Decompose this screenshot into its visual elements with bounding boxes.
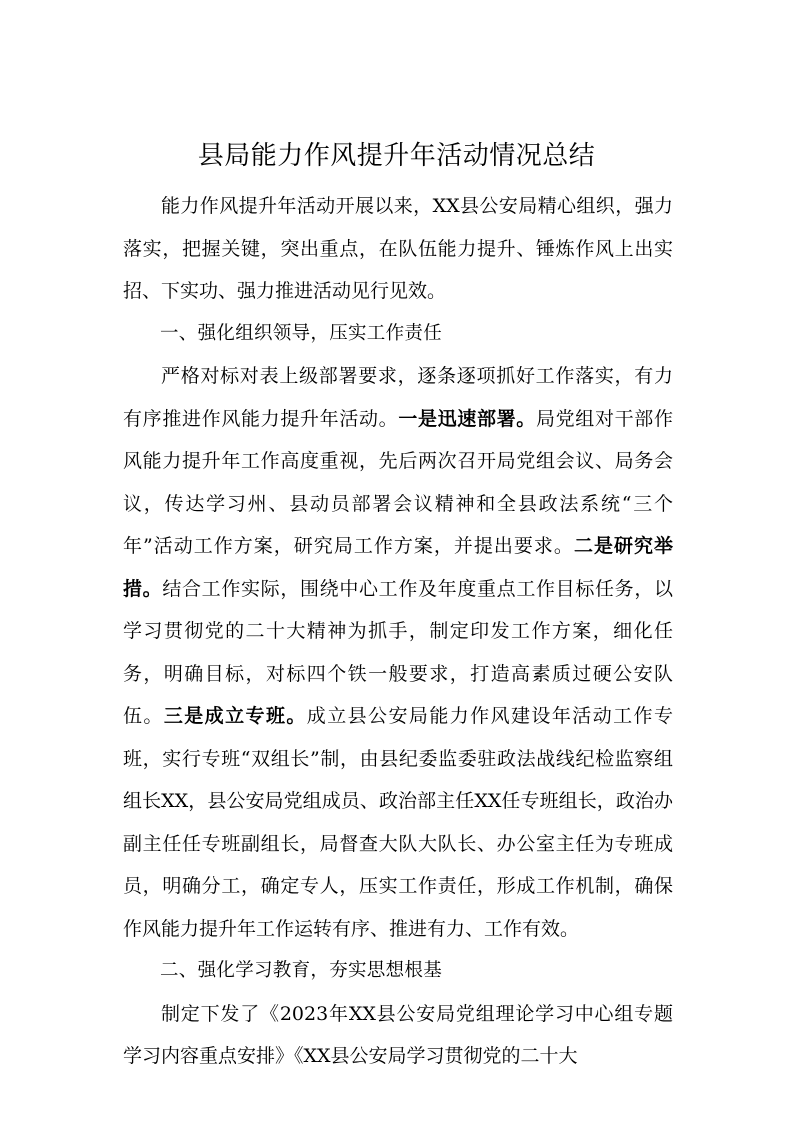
point-2-text: 结合工作实际，围绕中心工作及年度重点工作目标任务，以学习贯彻党的二十大精神为抓手，制定印发工作方案，细化任务，明确目标，对标四个铁一般要求，打造高素质过硬公安队伍。 <box>123 577 673 727</box>
section-1-lead-text: 严格对标对表上级部署要求，逐条逐项抓好工作落实，有力有序推进作风能力提升年活动。 <box>123 365 673 430</box>
section-2-heading: 二、强化学习教育，夯实思想根基 <box>160 960 443 981</box>
point-1-text: 局党组对干部作风能力提升年工作高度重视，先后两次召开局党组会议、局务会议，传达学习州、县动员部署会议精神和全县政法系统“三个年”活动工作方案，研究局工作方案，并提出要求。 <box>123 407 673 557</box>
section-2-paragraph: 制定下发了《2023年XX县公安局党组理论学习中心组专题学习内容重点安排》《XX县公安局学习贯彻党的二十大 <box>123 1002 673 1067</box>
intro-paragraph: 能力作风提升年活动开展以来，XX县公安局精心组织，强力落实，把握关键，突出重点，在队伍能力提升、锤炼作风上出实招、下实功、强力推进活动见行见效。 <box>123 195 673 302</box>
point-3-text: 成立县公安局能力作风建设年活动工作专班，实行专班“双组长”制，由县纪委监委驻政法战线纪检监察组组长XX，县公安局党组成员、政治部主任XX任专班组长，政治办副主任任专班副组长，局督查大队大队长、办公室主任为专班成员，明确分工，确定专人，压实工作责任，形成工作机制，确保作风能力提升年工作运转有序、推进有力、工作有效。 <box>123 705 673 940</box>
point-1-label: 一是迅速部署。 <box>398 407 536 430</box>
document-title: 县局能力作风提升年活动情况总结 <box>197 141 596 171</box>
section-1-paragraph <box>123 355 673 950</box>
point-3-label: 三是成立专班。 <box>163 705 307 727</box>
section-1-heading: 一、强化组织领导，压实工作责任 <box>160 322 443 344</box>
document-body <box>123 185 673 1078</box>
point-2-label: 二是研究举措。 <box>123 535 673 600</box>
